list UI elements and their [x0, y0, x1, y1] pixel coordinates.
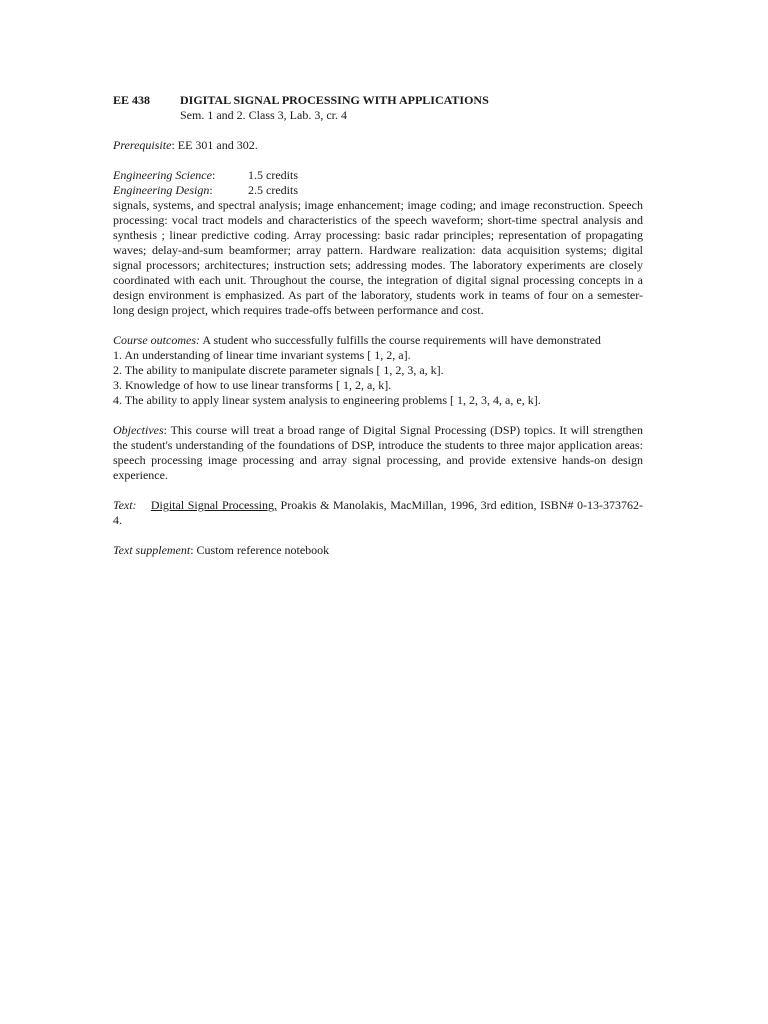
course-description: signals, systems, and spectral analysis; image enhancement; image coding; and image reconstruction. Speech processing: vocal tract models and characteristics of the speech waveform; short-time spectral analysis and synthesis ; linear predictive coding. Array processing: basic radar principles; representation of propagating waves; delay-and-sum beamformer; array pattern. Hardware realization: data acquisition systems; digital signal processors; architectures; instruction sets; addressing modes. The laboratory experiments are closely coordinated with each unit. Throughout the course, the integration of digital signal processing concepts in a design environment is emphasized. As part of the laboratory, students work in teams of four on a semester-long design project, which requires trade-offs between performance and cost.	[113, 198, 643, 317]
outcome-item: 3. Knowledge of how to use linear transforms [ 1, 2, a, k].	[113, 378, 392, 392]
course-title: DIGITAL SIGNAL PROCESSING WITH APPLICATIONS	[180, 93, 489, 107]
supplement-label: Text supplement	[113, 543, 191, 557]
prerequisite-label: Prerequisite	[113, 138, 172, 152]
credit-label-science: Engineering Science	[113, 168, 212, 182]
course-code: EE 438	[113, 93, 151, 107]
credit-label-design: Engineering Design	[113, 183, 210, 197]
objectives-label: Objectives	[113, 423, 164, 437]
prerequisite-value: : EE 301 and 302.	[171, 138, 258, 152]
outcomes-label: Course outcomes:	[113, 333, 200, 347]
credit-colon-design: :	[209, 183, 213, 197]
course-description-page	[113, 93, 643, 558]
text-book-title: Digital Signal Processing,	[150, 498, 277, 512]
course-header	[113, 93, 643, 108]
supplement-block	[113, 543, 643, 558]
objectives-text: : This course will treat a broad range of Digital Signal Processing (DSP) topics. It will strengthen the student's understanding of the foundations of DSP, introduce the students to three major application areas: speech processing image processing and array signal processing, and provide extensive hands-on design experience.	[113, 423, 643, 482]
outcomes-intro: A student who successfully fulfills the course requirements will have demonstrated	[200, 333, 601, 347]
credit-colon-science: :	[211, 168, 216, 182]
text-block	[113, 498, 643, 528]
credit-value-design: 2.5 credits	[248, 183, 298, 197]
credits-block	[113, 168, 643, 318]
supplement-value: : Custom reference notebook	[190, 543, 330, 557]
outcomes-intro-line	[113, 333, 643, 348]
course-schedule: Sem. 1 and 2. Class 3, Lab. 3, cr. 4	[180, 108, 347, 122]
outcome-item: 4. The ability to apply linear system analysis to engineering problems [ 1, 2, 3, 4, a, e, k].	[113, 393, 541, 407]
outcome-item: 1. An understanding of linear time invariant systems [ 1, 2, a].	[113, 348, 411, 362]
text-book-details: Proakis & Manolakis, MacMillan, 1996, 3rd edition, ISBN# 0-13-373762-4.	[113, 498, 644, 527]
prerequisite-line	[113, 138, 643, 153]
text-label: Text:	[113, 498, 137, 512]
credit-row-science	[113, 168, 643, 183]
credit-row-design	[113, 183, 643, 198]
outcome-item: 2. The ability to manipulate discrete parameter signals [ 1, 2, 3, a, k].	[113, 363, 444, 377]
objectives-block	[113, 423, 643, 483]
credit-value-science: 1.5 credits	[248, 168, 298, 182]
outcomes-block	[113, 333, 643, 408]
